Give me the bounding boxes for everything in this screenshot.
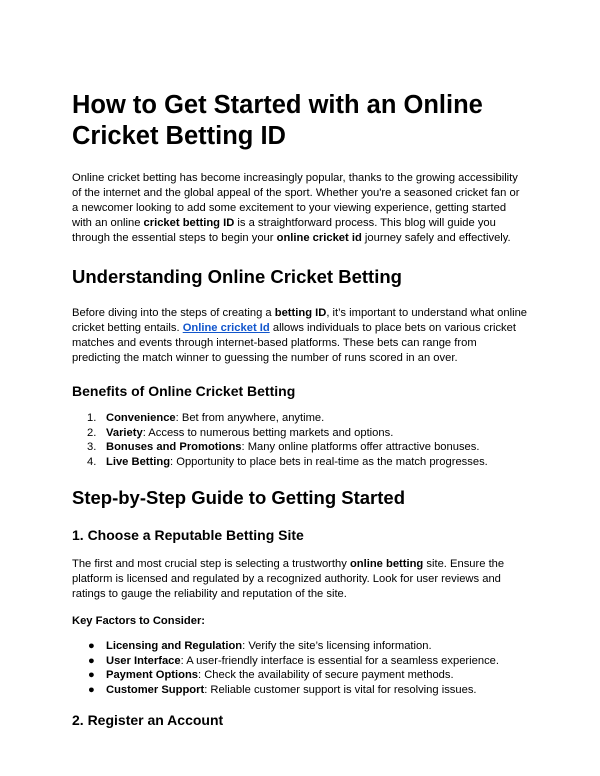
list-desc: : A user-friendly interface is essential for a seamless experience. (180, 654, 499, 667)
bullet-icon: ● (88, 669, 95, 682)
list-item (72, 668, 528, 683)
list-term: Live Betting (106, 456, 171, 469)
understanding-text-3: allows individuals to place bets on various cricket matches and events through internet-based platforms. These bets can range from predicting the match winner to guessing the number of runs scored in an over. (72, 322, 516, 364)
list-term: Customer Support (106, 683, 205, 696)
list-desc: : Access to numerous betting markets and options. (142, 426, 394, 439)
intro-bold-1: cricket betting ID (143, 217, 235, 229)
list-term: User Interface (106, 654, 181, 667)
bullet-icon: ● (88, 683, 95, 696)
list-term: Bonuses and Promotions (106, 441, 242, 454)
list-item (72, 440, 528, 455)
understanding-bold-1: betting ID (274, 307, 327, 319)
list-item (72, 683, 528, 698)
list-desc: : Verify the site’s licensing information. (242, 639, 432, 652)
understanding-text-2: , it’s important to understand what online cricket betting entails. (72, 307, 528, 334)
list-item (72, 411, 528, 426)
list-item (72, 639, 528, 654)
list-desc: : Opportunity to place bets in real-time as the match progresses. (170, 456, 488, 469)
list-desc: : Reliable customer support is vital for resolving issues. (204, 683, 477, 696)
list-term: Variety (106, 426, 143, 439)
factors-list (72, 639, 528, 698)
list-desc: : Bet from anywhere, anytime. (175, 412, 325, 424)
step1-heading: 1. Choose a Reputable Betting Site (72, 526, 304, 543)
bullet-icon: ● (88, 639, 95, 652)
intro-text-3: journey safely and effectively. (361, 232, 511, 244)
list-term: Payment Options (106, 669, 199, 682)
list-desc: : Many online platforms offer attractive bonuses. (241, 441, 480, 454)
intro-text-2: is a straightforward process. This blog will guide you through the essential steps to begin your (72, 217, 496, 244)
online-cricket-id-link[interactable]: Online cricket Id (182, 322, 270, 334)
step1-text-2: site. Ensure the platform is licensed and regulated by a recognized authority. Look for user reviews and ratings to gauge the reliability and reputation of the site. (72, 557, 505, 600)
page-title: How to Get Started with an Online Cricket Betting ID (72, 91, 483, 150)
list-term: Convenience (106, 412, 176, 424)
understanding-paragraph (72, 306, 528, 366)
list-number: 1. (87, 412, 97, 424)
section-heading-understanding: Understanding Online Cricket Betting (72, 266, 402, 287)
step1-text-1: The first and most crucial step is selecting a trustworthy (72, 557, 350, 570)
step2-heading: 2. Register an Account (72, 711, 224, 728)
intro-bold-2: online cricket id (276, 232, 362, 244)
list-item (72, 654, 528, 669)
step1-bold-1: online betting (349, 557, 424, 570)
list-item (72, 426, 528, 441)
factors-heading: Key Factors to Consider: (72, 614, 206, 627)
section-heading-guide: Step-by-Step Guide to Getting Started (72, 486, 406, 508)
understanding-text-1: Before diving into the steps of creating a (72, 307, 275, 319)
step1-paragraph (72, 557, 528, 602)
list-item (72, 455, 528, 470)
list-desc: : Check the availability of secure payment methods. (198, 669, 454, 682)
list-number: 3. (87, 441, 97, 454)
benefits-list (72, 411, 528, 470)
bullet-icon: ● (88, 654, 95, 667)
list-number: 2. (87, 426, 97, 439)
intro-text-1: Online cricket betting has become increasingly popular, thanks to the growing accessibility of the internet and the global appeal of the sport. Whether you're a seasoned cricket fan or a newcomer looking to add some excitement to your viewing experience, getting started with an online (72, 172, 520, 229)
list-term: Licensing and Regulation (106, 639, 243, 652)
benefits-heading: Benefits of Online Cricket Betting (72, 383, 296, 399)
intro-paragraph (72, 171, 528, 246)
list-number: 4. (87, 456, 97, 469)
